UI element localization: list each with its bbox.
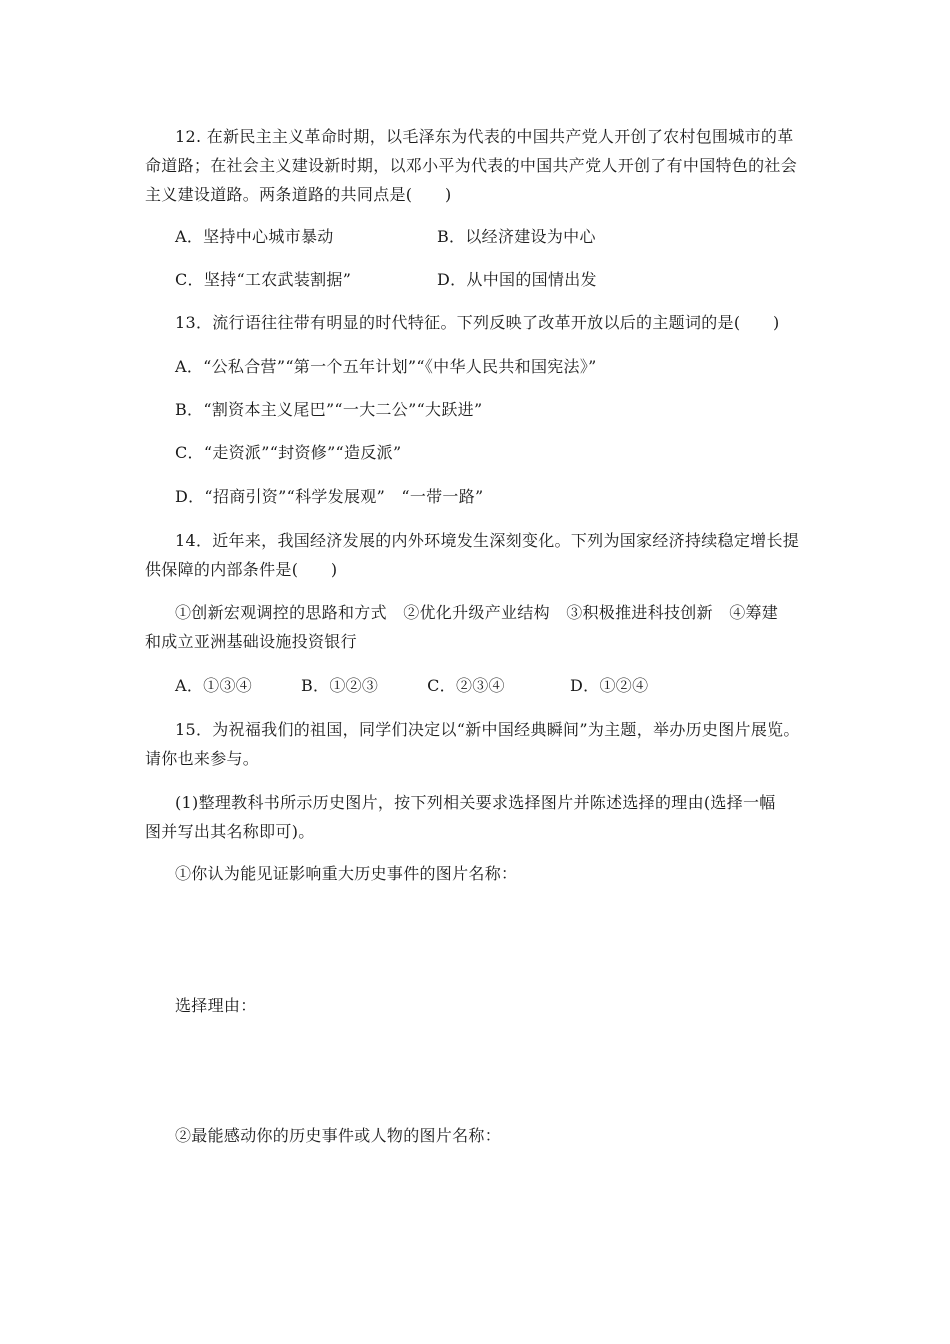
q14-items-line-1: ①创新宏观调控的思路和方式 ②优化升级产业结构 ③积极推进科技创新 ④筹建 (175, 603, 779, 622)
q15-item-2-prompt: ②最能感动你的历史事件或人物的图片名称： (175, 1126, 502, 1145)
q13-option-b: B．“割资本主义尾巴”“一大二公”“大跃进” (175, 400, 483, 419)
q15-sub1-line-1: (1)整理教科书所示历史图片，按下列相关要求选择图片并陈述选择的理由(选择一幅 (175, 793, 776, 812)
q15-stem-line-2: 请你也来参与。 (145, 749, 260, 768)
q15-stem-line-1: 15．为祝福我们的祖国，同学们决定以“新中国经典瞬间”为主题，举办历史图片展览。 (175, 720, 800, 739)
q13-option-c: C．“走资派”“封资修”“造反派” (175, 443, 402, 462)
q12-option-a: A．坚持中心城市暴动 (175, 227, 334, 246)
q14-stem-line-1: 14．近年来，我国经济发展的内外环境发生深刻变化。下列为国家经济持续稳定增长提 (175, 531, 800, 550)
q13-option-a: A．“公私合营”“第一个五年计划”“《中华人民共和国宪法》” (175, 357, 597, 376)
q13-stem: 13．流行语往往带有明显的时代特征。下列反映了改革开放以后的主题词的是( ) (175, 313, 780, 332)
q12-stem-line-1: 12. 在新民主主义革命时期，以毛泽东为代表的中国共产党人开创了农村包围城市的革 (175, 127, 794, 146)
q14-stem-line-2: 供保障的内部条件是( ) (145, 560, 338, 579)
q12-option-d: D．从中国的国情出发 (437, 270, 597, 289)
q15-sub1-line-2: 图并写出其名称即可)。 (145, 822, 315, 841)
answer-space-3[interactable] (145, 1152, 805, 1302)
answer-space-1[interactable] (145, 890, 805, 990)
q12-option-c: C．坚持“工农武装割据” (175, 270, 352, 289)
q12-stem-line-3: 主义建设道路。两条道路的共同点是( ) (145, 185, 452, 204)
q14-items-line-2: 和成立亚洲基础设施投资银行 (145, 632, 357, 651)
q12-stem-line-2: 命道路；在社会主义建设新时期，以邓小平为代表的中国共产党人开创了有中国特色的社会 (145, 156, 798, 175)
q15-item-1-prompt: ①你认为能见证影响重大历史事件的图片名称： (175, 864, 518, 883)
q15-reason-prompt: 选择理由： (175, 996, 257, 1015)
q14-options: A．①③④ B．①②③ C．②③④ D．①②④ (175, 676, 649, 695)
answer-space-2[interactable] (145, 1022, 805, 1122)
q13-option-d: D．“招商引资”“科学发展观” “一带一路” (175, 487, 484, 506)
q12-option-b: B．以经济建设为中心 (437, 227, 596, 246)
